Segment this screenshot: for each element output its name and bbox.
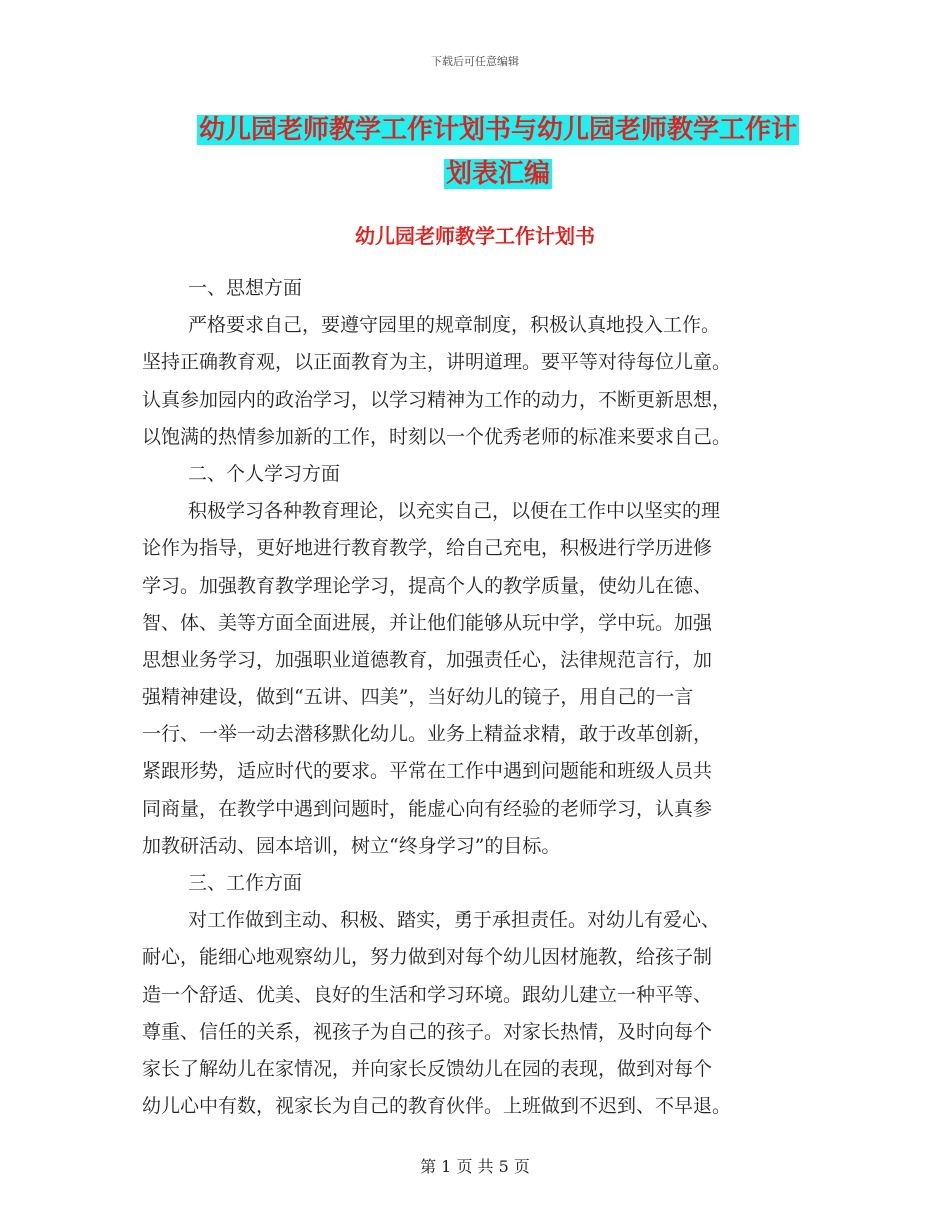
main-title-line-1-text: 幼儿园老师教学工作计划书与幼儿园老师教学工作计 (198, 115, 797, 145)
paragraph-line: 幼儿心中有数，视家长为自己的教育伙伴。上班做到不迟到、不早退。 (142, 1095, 732, 1118)
heading-personal-study: 二、个人学习方面 (188, 462, 341, 485)
body-text (142, 270, 812, 1125)
paragraph-line: 耐心，能细心地观察幼儿，努力做到对每个幼儿因材施教，给孩子制 (142, 946, 713, 969)
paragraph-line: 认真参加园内的政治学习，以学习精神为工作的动力，不断更新思想， (142, 388, 732, 411)
main-title-line-2-text: 划表汇编 (445, 159, 550, 189)
section-title: 幼儿园老师教学工作计划书 (355, 224, 595, 248)
paragraph-line: 智、体、美等方面全面进展，并让他们能够从玩中学，学中玩。加强 (142, 611, 713, 634)
paragraph-line: 尊重、信任的关系，视孩子为自己的孩子。对家长热情，及时向每个 (142, 1020, 713, 1043)
paragraph-line: 严格要求自己，要遵守园里的规章制度，积极认真地投入工作。 (188, 314, 721, 337)
paragraph-line: 造一个舒适、优美、良好的生活和学习环境。跟幼儿建立一种平等、 (142, 983, 713, 1006)
paragraph-line: 对工作做到主动、积极、踏实，勇于承担责任。对幼儿有爱心、 (188, 909, 721, 932)
page-header-note: 下载后可任意编辑 (431, 55, 519, 68)
paragraph-line: 论作为指导，更好地进行教育教学，给自己充电，积极进行学历进修 (142, 537, 713, 560)
main-title-line-2 (188, 151, 808, 198)
paragraph-line: 家长了解幼儿在家情况，并向家长反馈幼儿在园的表现，做到对每个 (142, 1057, 713, 1080)
paragraph-line: 以饱满的热情参加新的工作，时刻以一个优秀老师的标准来要求自己。 (142, 425, 732, 448)
paragraph-line: 紧跟形势，适应时代的要求。平常在工作中遇到问题能和班级人员共 (142, 760, 713, 783)
paragraph-line: 积极学习各种教育理论，以充实自己，以便在工作中以坚实的理 (188, 500, 721, 523)
paragraph-line: 加教研活动、园本培训，树立“终身学习”的目标。 (142, 834, 561, 857)
paragraph-line: 强精神建设，做到“五讲、四美”，当好幼儿的镜子，用自己的一言 (142, 686, 694, 709)
heading-thought: 一、思想方面 (188, 277, 303, 299)
paragraph-line: 学习。加强教育教学理论学习，提高个人的教学质量，使幼儿在德、 (142, 574, 713, 597)
paragraph-line: 坚持正确教育观，以正面教育为主，讲明道理。要平等对待每位儿童。 (142, 351, 732, 374)
page-footer-number: 第 1 页 共 5 页 (420, 1157, 530, 1176)
paragraph-line: 同商量，在教学中遇到问题时，能虚心向有经验的老师学习，认真参 (142, 797, 713, 820)
main-title-line-1 (188, 107, 808, 154)
paragraph-line: 思想业务学习，加强职业道德教育，加强责任心，法律规范言行，加 (142, 648, 713, 671)
heading-work: 三、工作方面 (188, 872, 303, 894)
paragraph-line: 一行、一举一动去潜移默化幼儿。业务上精益求精，敢于改革创新， (142, 723, 713, 746)
